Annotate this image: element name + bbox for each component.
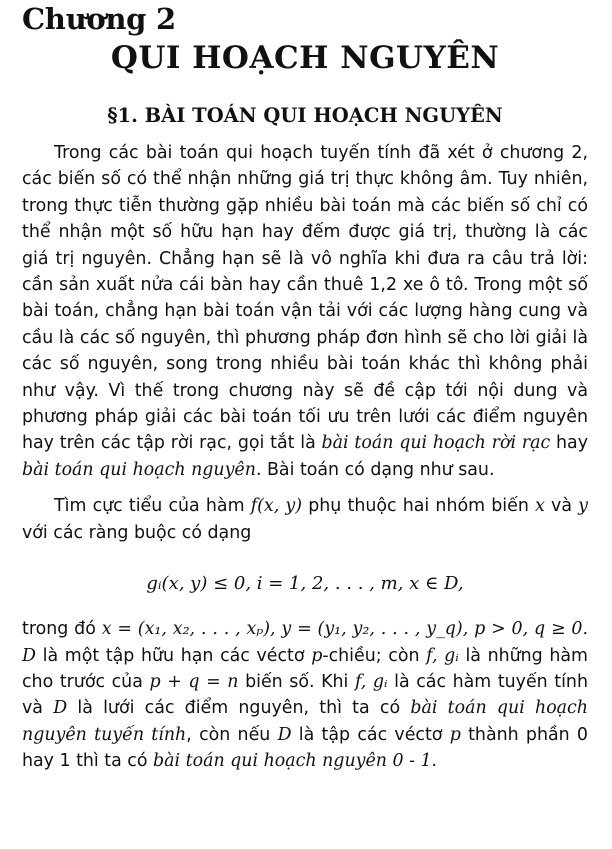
constraint-formula: gᵢ(x, y) ≤ 0, i = 1, 2, . . . , m, x ∈ D, bbox=[146, 573, 464, 595]
def-text-10: thành phần 0 hay 1 thì ta có bbox=[22, 724, 588, 772]
problem-paragraph bbox=[22, 493, 588, 546]
def-text-1: trong đó bbox=[22, 619, 102, 640]
def-term-binary: bài toán qui hoạch nguyên 0 - 1 bbox=[153, 751, 432, 772]
def-text-9: là tập các véctơ bbox=[291, 724, 450, 745]
def-text-8: , còn nếu bbox=[186, 724, 278, 745]
def-text-5: biến số. Khi bbox=[238, 671, 355, 692]
def-math-p-2: p bbox=[449, 724, 461, 745]
intro-paragraph bbox=[22, 140, 588, 483]
def-math-fg-2: f, gᵢ bbox=[354, 671, 388, 692]
intro-text-3: . Bài toán có dạng như sau. bbox=[255, 459, 495, 480]
def-text-4: là những hàm cho trước của bbox=[22, 645, 588, 692]
def-math-pqn: p + q = n bbox=[149, 671, 239, 692]
def-text-2: là một tập hữu hạn các véctơ bbox=[35, 645, 312, 666]
intro-text-1: Trong các bài toán qui hoạch tuyến tính đã xét ở chương 2, các biến số có thể nhận những giá trị thực không âm. Tuy nhiên, trong thực tiễn thường gặp nhiều bài toán mà các biến số chỉ có thể nhận một số hữu hạn hay đếm được giá trị, thường là các giá trị nguyên. Chẳng hạn sẽ là vô nghĩa khi đưa ra câu trả lời: cần sản xuất nửa cái bàn hay cần thuê 1,2 xe ô tô. Trong một số bài toán, chẳng hạn bài toán vận tải với các lượng hàng cung và cầu là các số nguyên, thì phương pháp đơn hình sẽ cho lời giải là các số nguyên, song trong nhiều bài toán khác thì không phải như vậy. Vì thế trong chương này sẽ đề cập tới nội dung và phương pháp giải các bài toán tối ưu trên lưới các điểm nguyên hay trên các tập rời rạc, gọi tắt là bbox=[22, 143, 588, 454]
def-math-p: p bbox=[311, 645, 323, 666]
def-term-linear-integer: bài toán qui hoạch nguyên tuyến tính bbox=[22, 698, 588, 745]
chapter-title: QUI HOẠCH NGUYÊN bbox=[110, 40, 500, 76]
def-math-d-2: D bbox=[277, 724, 292, 745]
def-math-vectors: x = (x₁, x₂, . . . , xₚ), y = (y₁, y₂, . . . , y_q), p > 0, q ≥ 0. D bbox=[22, 619, 589, 666]
problem-math-y: y bbox=[578, 496, 588, 517]
def-text-7: là lưới các điểm nguyên, thì ta có bbox=[67, 698, 411, 719]
def-text-6: là các hàm tuyến tính và bbox=[22, 671, 588, 719]
def-text-11: . bbox=[431, 751, 438, 772]
def-text-3: -chiều; còn bbox=[322, 645, 427, 666]
chapter-label: Chương 2 bbox=[22, 2, 176, 36]
definition-paragraph bbox=[22, 616, 588, 774]
problem-text-4: với các ràng buộc có dạng bbox=[22, 522, 252, 543]
intro-text-2: hay bbox=[550, 433, 588, 454]
document-page bbox=[0, 2, 612, 849]
def-math-d: D bbox=[53, 698, 68, 719]
problem-text-3: và bbox=[544, 496, 579, 517]
problem-math-x: x bbox=[535, 496, 545, 517]
intro-term-integer: bài toán qui hoạch nguyên bbox=[22, 459, 256, 480]
section-title: §1. BÀI TOÁN QUI HOẠCH NGUYÊN bbox=[107, 104, 503, 127]
problem-math-f: f(x, y) bbox=[250, 496, 303, 517]
problem-text-1: Tìm cực tiểu của hàm bbox=[54, 496, 251, 517]
def-math-fg: f, gᵢ bbox=[426, 645, 459, 666]
intro-term-discrete: bài toán qui hoạch rời rạc bbox=[321, 433, 551, 454]
problem-text-2: phụ thuộc hai nhóm biến bbox=[302, 496, 536, 517]
